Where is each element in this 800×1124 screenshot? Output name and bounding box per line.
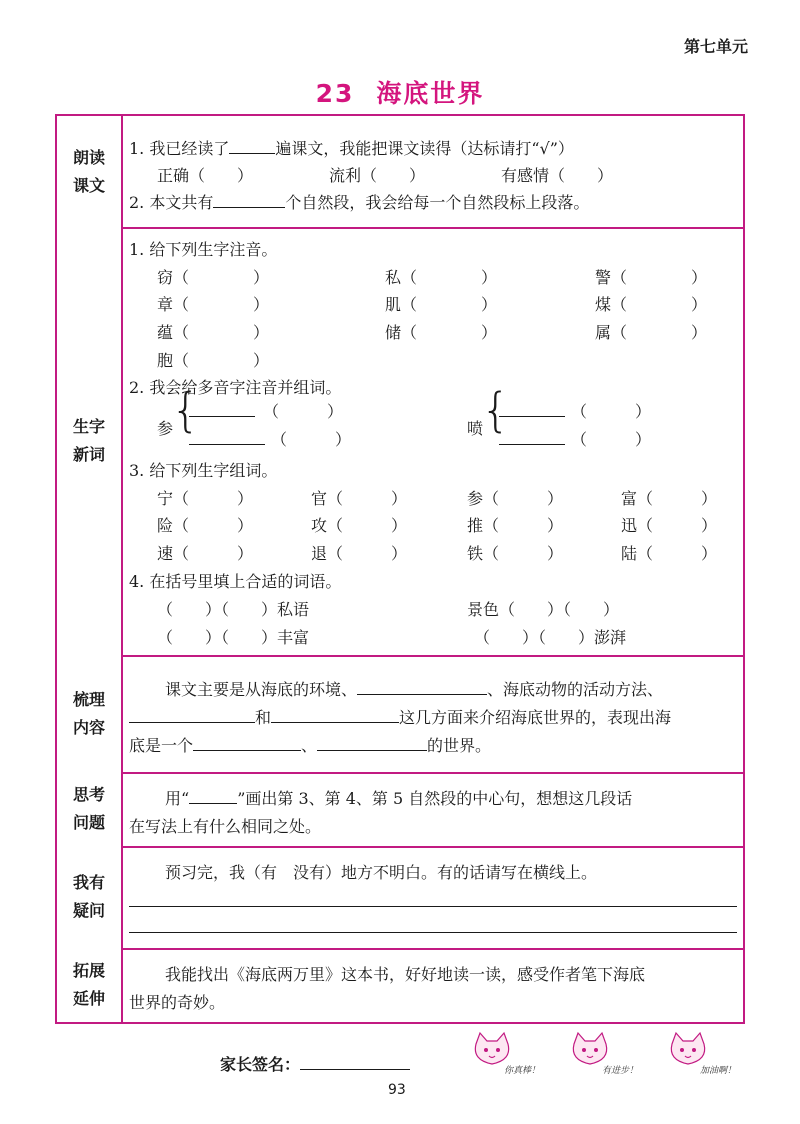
sticker-progress: 有进步！	[568, 1030, 638, 1076]
fill-item[interactable]: （ ）（ ）丰富	[157, 628, 310, 647]
fill-blank[interactable]	[213, 193, 285, 208]
section-label: 梳理 内容	[57, 655, 123, 772]
polyphone-entry: （ ）	[189, 427, 351, 450]
section-label: 拓展 延伸	[57, 948, 123, 1022]
section-sort	[57, 655, 743, 774]
polyphone-entry: （ ）	[499, 399, 651, 422]
words-q2: 2. 我会给多音字注音并组词。	[129, 378, 342, 397]
section-words	[57, 227, 743, 657]
pinyin-item[interactable]: 蕴（ ）	[157, 323, 270, 342]
unit-label: 第七单元	[683, 37, 748, 56]
pinyin-item[interactable]: 胞（ ）	[157, 351, 270, 370]
section-think	[57, 772, 743, 848]
brace-icon: {	[481, 383, 511, 437]
compose-item[interactable]: 官（ ）	[311, 489, 408, 508]
sticker-good: 你真棒！	[470, 1030, 540, 1076]
fill-item[interactable]: （ ）（ ）私语	[157, 600, 310, 619]
pinyin-item[interactable]: 私（ ）	[385, 268, 498, 287]
compose-item[interactable]: 险（ ）	[157, 516, 254, 535]
compose-item[interactable]: 陆（ ）	[621, 544, 718, 563]
section-label: 朗读 课文	[57, 116, 123, 227]
words-q3: 3. 给下列生字组词。	[129, 461, 278, 480]
lesson-name: 海底世界	[376, 79, 485, 108]
compose-item[interactable]: 攻（ ）	[311, 516, 408, 535]
compose-item[interactable]: 富（ ）	[621, 489, 718, 508]
pinyin-item[interactable]: 章（ ）	[157, 295, 270, 314]
parent-signature: 家长签名：	[220, 1052, 410, 1075]
section-extend	[57, 948, 743, 1022]
writing-line[interactable]	[129, 906, 737, 907]
extend-line-1: 我能找出《海底两万里》这本书，好好地读一读，感受作者笔下海底	[165, 965, 646, 984]
polyphone-char: 喷	[467, 419, 484, 438]
pinyin-item[interactable]: 窃（ ）	[157, 268, 270, 287]
read-opt3[interactable]: 有感情（ ）	[501, 166, 614, 185]
brace-icon: {	[171, 383, 201, 437]
compose-item[interactable]: 宁（ ）	[157, 489, 254, 508]
compose-item[interactable]: 推（ ）	[467, 516, 564, 535]
pinyin-item[interactable]: 警（ ）	[595, 268, 708, 287]
polyphone-entry: （ ）	[499, 427, 651, 450]
pinyin-item[interactable]: 属（ ）	[595, 323, 708, 342]
words-q4: 4. 在括号里填上合适的词语。	[129, 572, 342, 591]
signature-blank[interactable]	[300, 1055, 410, 1070]
page-number: 93	[388, 1082, 406, 1098]
compose-item[interactable]: 退（ ）	[311, 544, 408, 563]
words-q1: 1. 给下列生字注音。	[129, 240, 278, 259]
read-opt1[interactable]: 正确（ ）	[157, 166, 254, 185]
sticker-cheer: 加油啊！	[666, 1030, 736, 1076]
compose-item[interactable]: 铁（ ）	[467, 544, 564, 563]
sort-line-3: 底是一个 、 的世界。	[129, 736, 492, 755]
read-q2: 2. 本文共有 个自然段，我会给每一个自然段标上段落。	[129, 193, 590, 212]
section-label: 我有 疑问	[57, 846, 123, 948]
section-label: 生字 新词	[57, 227, 123, 655]
sort-line-2: 和 这几方面来介绍海底世界的，表现出海	[129, 705, 671, 728]
section-question	[57, 846, 743, 950]
worksheet-table	[55, 114, 745, 1024]
pinyin-item[interactable]: 储（ ）	[385, 323, 498, 342]
section-read	[57, 116, 743, 229]
think-line-1: 用“ ”画出第 3、第 4、第 5 自然段的中心句，想想这几段话	[165, 789, 633, 808]
compose-item[interactable]: 迅（ ）	[621, 516, 718, 535]
read-opt2[interactable]: 流利（ ）	[329, 166, 426, 185]
section-label: 思考 问题	[57, 772, 123, 846]
writing-line[interactable]	[129, 932, 737, 933]
fill-item[interactable]: （ ）（ ）澎湃	[474, 628, 627, 647]
fill-blank[interactable]	[229, 139, 275, 154]
question-line: 预习完，我（有 没有）地方不明白。有的话请写在横线上。	[165, 863, 598, 882]
pinyin-item[interactable]: 煤（ ）	[595, 295, 708, 314]
read-q1: 1. 我已经读了 遍课文，我能把课文读得（达标请打“√”）	[129, 139, 574, 158]
extend-line-2: 世界的奇妙。	[129, 993, 226, 1012]
think-line-2: 在写法上有什么相同之处。	[129, 817, 322, 836]
compose-item[interactable]: 速（ ）	[157, 544, 254, 563]
polyphone-entry: （ ）	[189, 399, 343, 422]
lesson-number: 23	[315, 79, 355, 108]
pinyin-item[interactable]: 肌（ ）	[385, 295, 498, 314]
lesson-title	[0, 74, 800, 110]
fill-item[interactable]: 景色（ ）（ ）	[467, 600, 620, 619]
compose-item[interactable]: 参（ ）	[467, 489, 564, 508]
sort-line-1: 课文主要是从海底的环境、 、海底动物的活动方法、	[165, 680, 664, 699]
polyphone-char: 参	[157, 419, 174, 438]
